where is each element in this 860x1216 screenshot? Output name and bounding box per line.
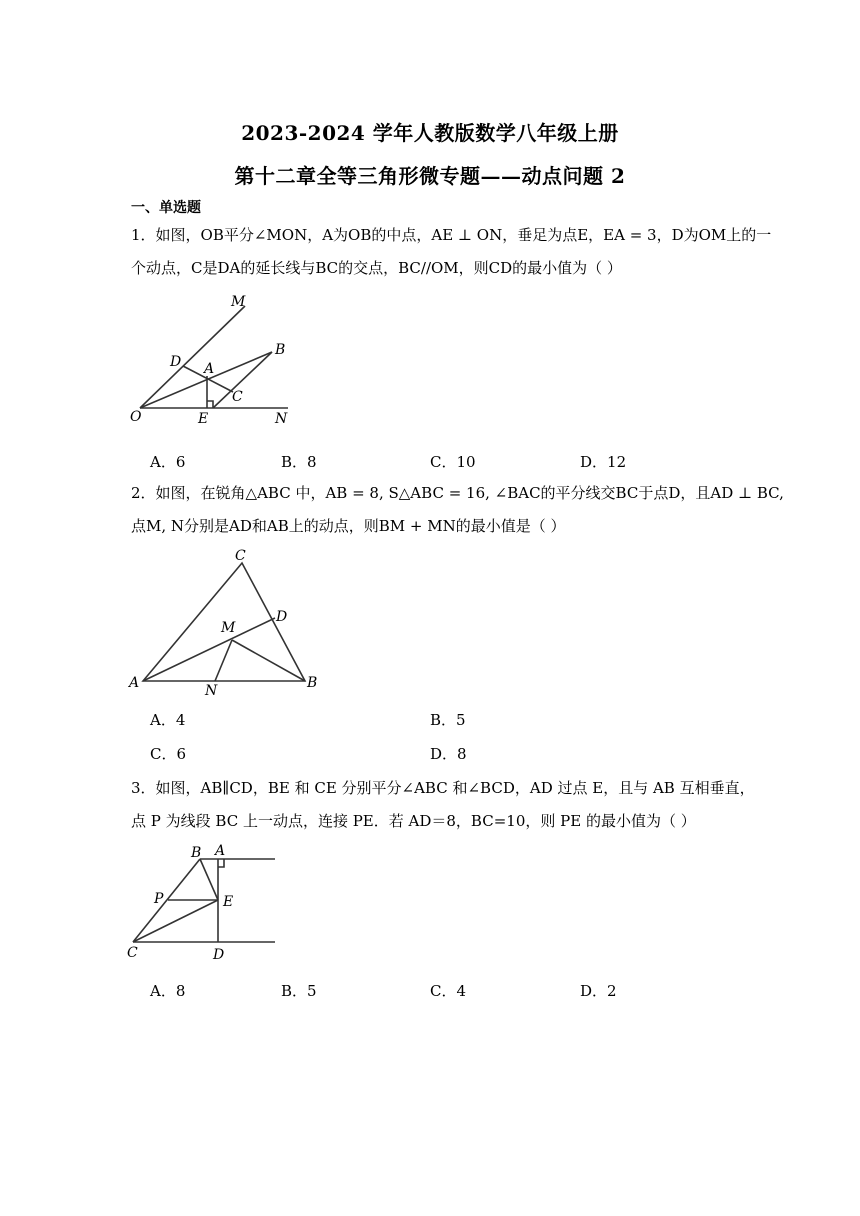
question-2-option-b[interactable]: B．5 xyxy=(430,711,466,729)
label-M: M xyxy=(231,294,246,310)
line-CE xyxy=(133,900,218,942)
label-B: B xyxy=(275,342,286,358)
line-AD xyxy=(143,618,275,681)
question-1-option-d[interactable]: D．12 xyxy=(580,453,627,471)
question-3-option-b[interactable]: B．5 xyxy=(281,982,317,1000)
title-line-2: 第十二章全等三角形微专题——动点问题 2 xyxy=(234,164,626,188)
right-angle-mark xyxy=(207,401,213,408)
label-C: C xyxy=(235,548,246,564)
question-1-option-c[interactable]: C．10 xyxy=(430,453,476,471)
label-A: A xyxy=(215,843,226,859)
question-3-option-d[interactable]: D．2 xyxy=(580,982,617,1000)
label-B: B xyxy=(307,675,318,691)
label-N: N xyxy=(205,683,218,699)
question-3-option-a[interactable]: A．8 xyxy=(150,982,186,1000)
section-heading: 一、单选题 xyxy=(131,200,201,216)
label-M: M xyxy=(221,620,236,636)
question-3-figure xyxy=(125,840,285,965)
label-B: B xyxy=(191,845,202,861)
question-1-option-b[interactable]: B．8 xyxy=(281,453,317,471)
right-angle-mark xyxy=(218,859,224,867)
question-1-line-1: 1．如图，OB平分∠MON，A为OB的中点，AE ⊥ ON，垂足为点E，EA = 3，D为OM上的一 xyxy=(131,226,772,244)
question-3-line-1: 3．如图，AB∥CD，BE 和 CE 分别平分∠ABC 和∠BCD，AD 过点 E，且与 AB 互相垂直， xyxy=(131,779,755,797)
question-2-figure xyxy=(125,545,325,700)
label-O: O xyxy=(130,409,142,425)
label-D: D xyxy=(170,354,182,370)
question-1-option-a[interactable]: A．6 xyxy=(150,453,186,471)
label-C: C xyxy=(232,389,243,405)
question-3-line-2: 点 P 为线段 BC 上一动点，连接 PE．若 AD＝8，BC=10，则 PE 的最小值为（ ） xyxy=(131,812,696,830)
question-2-option-c[interactable]: C．6 xyxy=(150,745,187,763)
label-E: E xyxy=(223,894,234,910)
question-2-option-d[interactable]: D．8 xyxy=(430,745,467,763)
question-2-line-1: 2．如图，在锐角△ABC 中，AB = 8, S△ABC = 16, ∠BAC的平分线交BC于点D，且AD ⊥ BC, xyxy=(131,484,784,502)
title-line-1: 2023-2024 学年人教版数学八年级上册 xyxy=(241,121,619,145)
label-D: D xyxy=(276,609,288,625)
label-C: C xyxy=(127,945,138,961)
label-A: A xyxy=(129,675,140,691)
question-1-figure xyxy=(125,288,305,428)
label-D: D xyxy=(213,947,225,963)
question-2-line-2: 点M, N分别是AD和AB上的动点，则BM + MN的最小值是（ ） xyxy=(131,517,566,535)
question-1-line-2: 个动点，C是DA的延长线与BC的交点，BC//OM，则CD的最小值为（ ） xyxy=(131,259,622,277)
label-E: E xyxy=(198,411,209,427)
question-3-option-c[interactable]: C．4 xyxy=(430,982,467,1000)
question-2-option-a[interactable]: A．4 xyxy=(150,711,186,729)
label-N: N xyxy=(275,411,288,427)
line-BE xyxy=(200,859,218,900)
label-P: P xyxy=(154,891,164,907)
label-A: A xyxy=(204,361,215,377)
